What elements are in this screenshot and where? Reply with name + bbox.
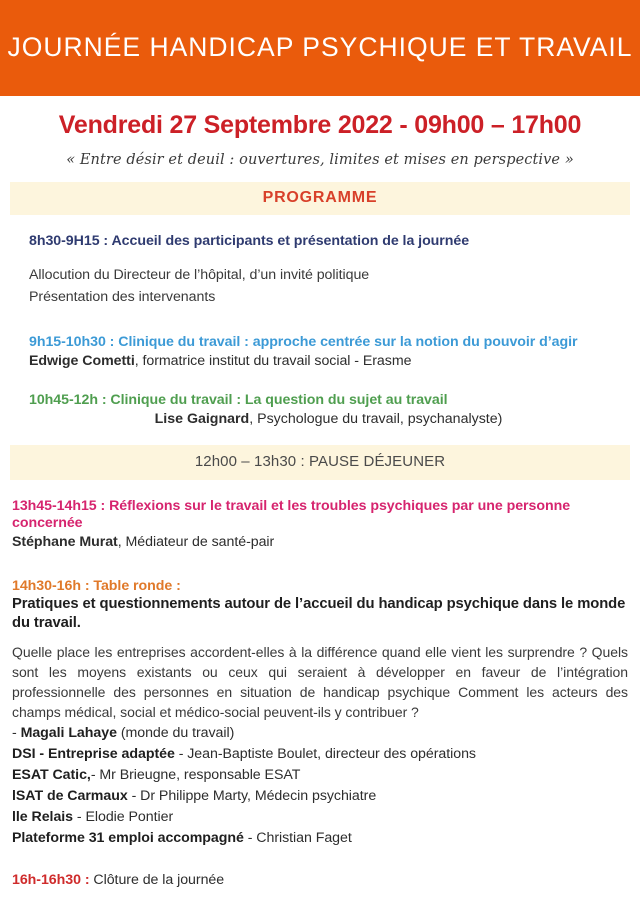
slot-cloture-time: 16h-16h30 :	[12, 871, 90, 888]
programme-band	[10, 182, 630, 215]
slot-clinique2-speaker	[29, 410, 628, 428]
slot-welcome	[12, 233, 628, 309]
participant-detail: (monde du travail)	[116, 724, 235, 741]
page-title: JOURNÉE HANDICAP PSYCHIQUE ET TRAVAIL	[7, 32, 633, 63]
slot-welcome-heading: 8h30-9H15 : Accueil des participants et présentation de la journée	[29, 232, 470, 249]
lunch-band	[10, 445, 630, 480]
slot-clinique1	[12, 334, 628, 370]
event-subtitle: « Entre désir et deuil : ouvertures, limites et mises en perspective »	[66, 151, 574, 168]
slot-clinique1-speaker-name: Edwige Cometti	[29, 353, 135, 369]
participant-name: Plateforme 31 emploi accompagné	[12, 829, 244, 846]
participant-name: Magali Lahaye	[20, 724, 117, 741]
slot-clinique1-heading: 9h15-10h30 : Clinique du travail : approche centrée sur la notion du pouvoir d’agir	[29, 334, 578, 351]
slot-clinique2-speaker-role: , Psychologue du travail, psychanalyste)	[249, 411, 503, 428]
slot-clinique1-speaker	[29, 352, 628, 370]
participant-name: lle Relais	[12, 808, 74, 825]
slot-table-ronde-participants	[12, 723, 628, 849]
slot-table-ronde-statement: Pratiques et questionnements autour de l’accueil du handicap psychique dans le monde du travail.	[12, 596, 626, 632]
participant-detail: - Dr Philippe Marty, Médecin psychiatre	[127, 787, 377, 804]
slot-reflexions	[12, 498, 628, 552]
slot-reflexions-speaker-name: Stéphane Murat	[12, 534, 118, 551]
participant-detail: - Jean-Baptiste Boulet, directeur des opérations	[174, 745, 476, 762]
participant-detail: - Mr Brieugne, responsable ESAT	[90, 766, 301, 783]
participant-name: ESAT Catic,	[12, 766, 91, 783]
participant-detail: - Elodie Pontier	[73, 808, 174, 825]
slot-reflexions-speaker-role: , Médiateur de santé-pair	[117, 534, 275, 551]
participant-row	[12, 786, 628, 807]
slot-clinique2-heading: 10h45-12h : Clinique du travail : La question du sujet au travail	[29, 392, 448, 409]
participant-row	[12, 765, 628, 786]
slot-clinique2-speaker-name: Lise Gaignard	[154, 411, 250, 428]
slot-table-ronde	[12, 578, 628, 849]
participant-row	[12, 807, 628, 828]
slot-reflexions-heading: 13h45-14h15 : Réflexions sur le travail et les troubles psychiques par une personne concernée	[12, 497, 571, 532]
participant-prefix: -	[12, 724, 21, 741]
slot-welcome-line-2: Présentation des intervenants	[29, 289, 216, 306]
slot-table-ronde-heading: 14h30-16h : Table ronde :	[12, 577, 181, 594]
slot-cloture-line	[12, 871, 628, 889]
slot-cloture	[12, 871, 628, 889]
slot-table-ronde-paragraph: Quelle place les entreprises accordent-elles à la différence quand elle vient les surprendre ? Quels sont les moyens existants ou ceux qui seraient à développer en faveur de l’intégration professionnelle des personnes en situation de handicap psychique Comment les acteurs des champs médical, social et médico-social peuvent-ils y contribuer ?	[12, 644, 628, 720]
participant-name: DSI - Entreprise adaptée	[12, 745, 175, 762]
slot-cloture-label: Clôture de la journée	[89, 871, 225, 888]
participant-row	[12, 828, 628, 849]
slot-welcome-line-1: Allocution du Directeur de l’hôpital, d’un invité politique	[29, 267, 370, 284]
programme-band-label: PROGRAMME	[262, 188, 378, 206]
header-banner	[0, 0, 640, 96]
event-date: Vendredi 27 Septembre 2022 - 09h00 – 17h00	[58, 111, 582, 139]
participant-row	[12, 744, 628, 765]
participant-detail: - Christian Faget	[243, 829, 352, 846]
participant-name: lSAT de Carmaux	[12, 787, 128, 804]
lunch-band-label: 12h00 – 13h30 : PAUSE DÉJEUNER	[194, 452, 446, 470]
participant-row	[12, 723, 628, 744]
slot-clinique2	[12, 392, 628, 428]
slot-reflexions-speaker	[12, 533, 628, 551]
slot-clinique1-speaker-role: , formatrice institut du travail social - Erasme	[134, 353, 412, 369]
slot-welcome-details	[29, 264, 628, 308]
